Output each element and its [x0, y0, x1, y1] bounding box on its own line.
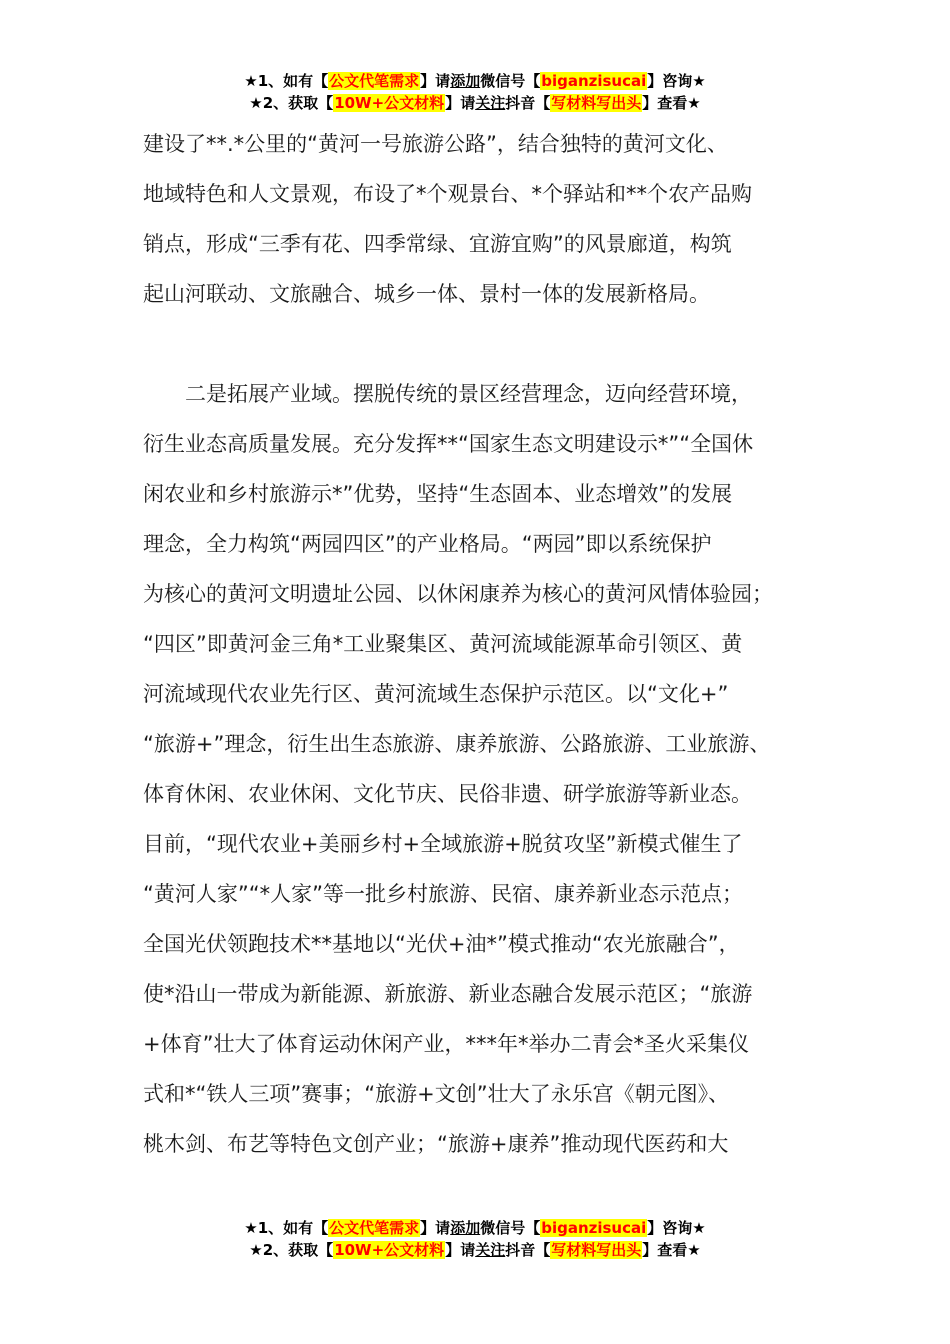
text-line: 起山河联动、文旅融合、城乡一体、景村一体的发展新格局。 — [143, 282, 710, 306]
highlight-douyin: 写材料写出头 — [551, 1241, 642, 1259]
document-body — [143, 119, 843, 1169]
banner-text: 】请 — [445, 94, 476, 112]
highlight-wechat-id: biganzisucai — [541, 1219, 647, 1237]
banner-text: 抖音【 — [505, 1241, 551, 1259]
banner-text: 】咨询★ — [647, 1219, 706, 1237]
highlight-wechat-id: biganzisucai — [541, 72, 647, 90]
banner-text: ★1、如有【 — [244, 72, 329, 90]
banner-text: 微信号【 — [480, 72, 541, 90]
text-line: 目前，“现代农业+美丽乡村+全域旅游+脱贫攻坚”新模式催生了 — [143, 832, 743, 856]
banner-emphasis: 添加 — [450, 1219, 481, 1237]
highlight-materials: 10W+公文材料 — [334, 94, 445, 112]
text-line: “旅游+”理念，衍生出生态旅游、康养旅游、公路旅游、工业旅游、 — [143, 732, 771, 756]
banner-emphasis: 关注 — [475, 94, 506, 112]
footer-banner — [0, 1217, 950, 1261]
text-line: 二是拓展产业域。摆脱传统的景区经营理念，迈向经营环境， — [143, 382, 752, 406]
text-line: 地域特色和人文景观，布设了*个观景台、*个驿站和**个农产品购 — [143, 182, 752, 206]
highlight-service: 公文代笔需求 — [329, 72, 420, 90]
banner-text: ★2、获取【 — [249, 94, 334, 112]
banner-line-1 — [0, 70, 950, 92]
banner-text: 】请 — [445, 1241, 476, 1259]
text-line: 使*沿山一带成为新能源、新旅游、新业态融合发展示范区；“旅游 — [143, 982, 753, 1006]
banner-text: 】请 — [420, 1219, 451, 1237]
banner-text: 抖音【 — [505, 94, 551, 112]
banner-text: ★1、如有【 — [244, 1219, 329, 1237]
paragraph-gap — [143, 319, 843, 369]
banner-emphasis: 关注 — [475, 1241, 506, 1259]
banner-text: 】查看★ — [642, 1241, 701, 1259]
text-line: 体育休闲、农业休闲、文化节庆、民俗非遗、研学旅游等新业态。 — [143, 782, 752, 806]
text-line: 理念，全力构筑“两园四区”的产业格局。“两园”即以系统保护 — [143, 532, 712, 556]
text-line: 桃木剑、布艺等特色文创产业；“旅游+康养”推动现代医药和大 — [143, 1132, 729, 1156]
banner-text: 】请 — [420, 72, 451, 90]
banner-text: 】查看★ — [642, 94, 701, 112]
banner-text: 微信号【 — [480, 1219, 541, 1237]
highlight-materials: 10W+公文材料 — [334, 1241, 445, 1259]
text-line: +体育”壮大了体育运动休闲产业，***年*举办二青会*圣火采集仪 — [143, 1032, 749, 1056]
banner-line-1 — [0, 1217, 950, 1239]
text-line: 建设了**.*公里的“黄河一号旅游公路”，结合独特的黄河文化、 — [143, 132, 728, 156]
text-line: 衍生业态高质量发展。充分发挥**“国家生态文明建设示*”“全国休 — [143, 432, 754, 456]
text-line: “黄河人家”“*人家”等一批乡村旅游、民宿、康养新业态示范点； — [143, 882, 744, 906]
text-line: 闲农业和乡村旅游示*”优势，坚持“生态固本、业态增效”的发展 — [143, 482, 733, 506]
highlight-service: 公文代笔需求 — [329, 1219, 420, 1237]
banner-line-2 — [0, 1239, 950, 1261]
text-line: 全国光伏领跑技术**基地以“光伏+油*”模式推动“农光旅融合”， — [143, 932, 740, 956]
text-line: 式和*“铁人三项”赛事；“旅游+文创”壮大了永乐宫《朝元图》、 — [143, 1082, 730, 1106]
header-banner — [0, 70, 950, 114]
text-line: 河流域现代农业先行区、黄河流域生态保护示范区。以“文化+” — [143, 682, 729, 706]
banner-text: 】咨询★ — [647, 72, 706, 90]
banner-line-2 — [0, 92, 950, 114]
highlight-douyin: 写材料写出头 — [551, 94, 642, 112]
text-line: 销点，形成“三季有花、四季常绿、宜游宜购”的风景廊道，构筑 — [143, 232, 732, 256]
text-line: “四区”即黄河金三角*工业聚集区、黄河流域能源革命引领区、黄 — [143, 632, 743, 656]
text-line: 为核心的黄河文明遗址公园、以休闲康养为核心的黄河风情体验园； — [143, 582, 773, 606]
banner-text: ★2、获取【 — [249, 1241, 334, 1259]
banner-emphasis: 添加 — [450, 72, 481, 90]
